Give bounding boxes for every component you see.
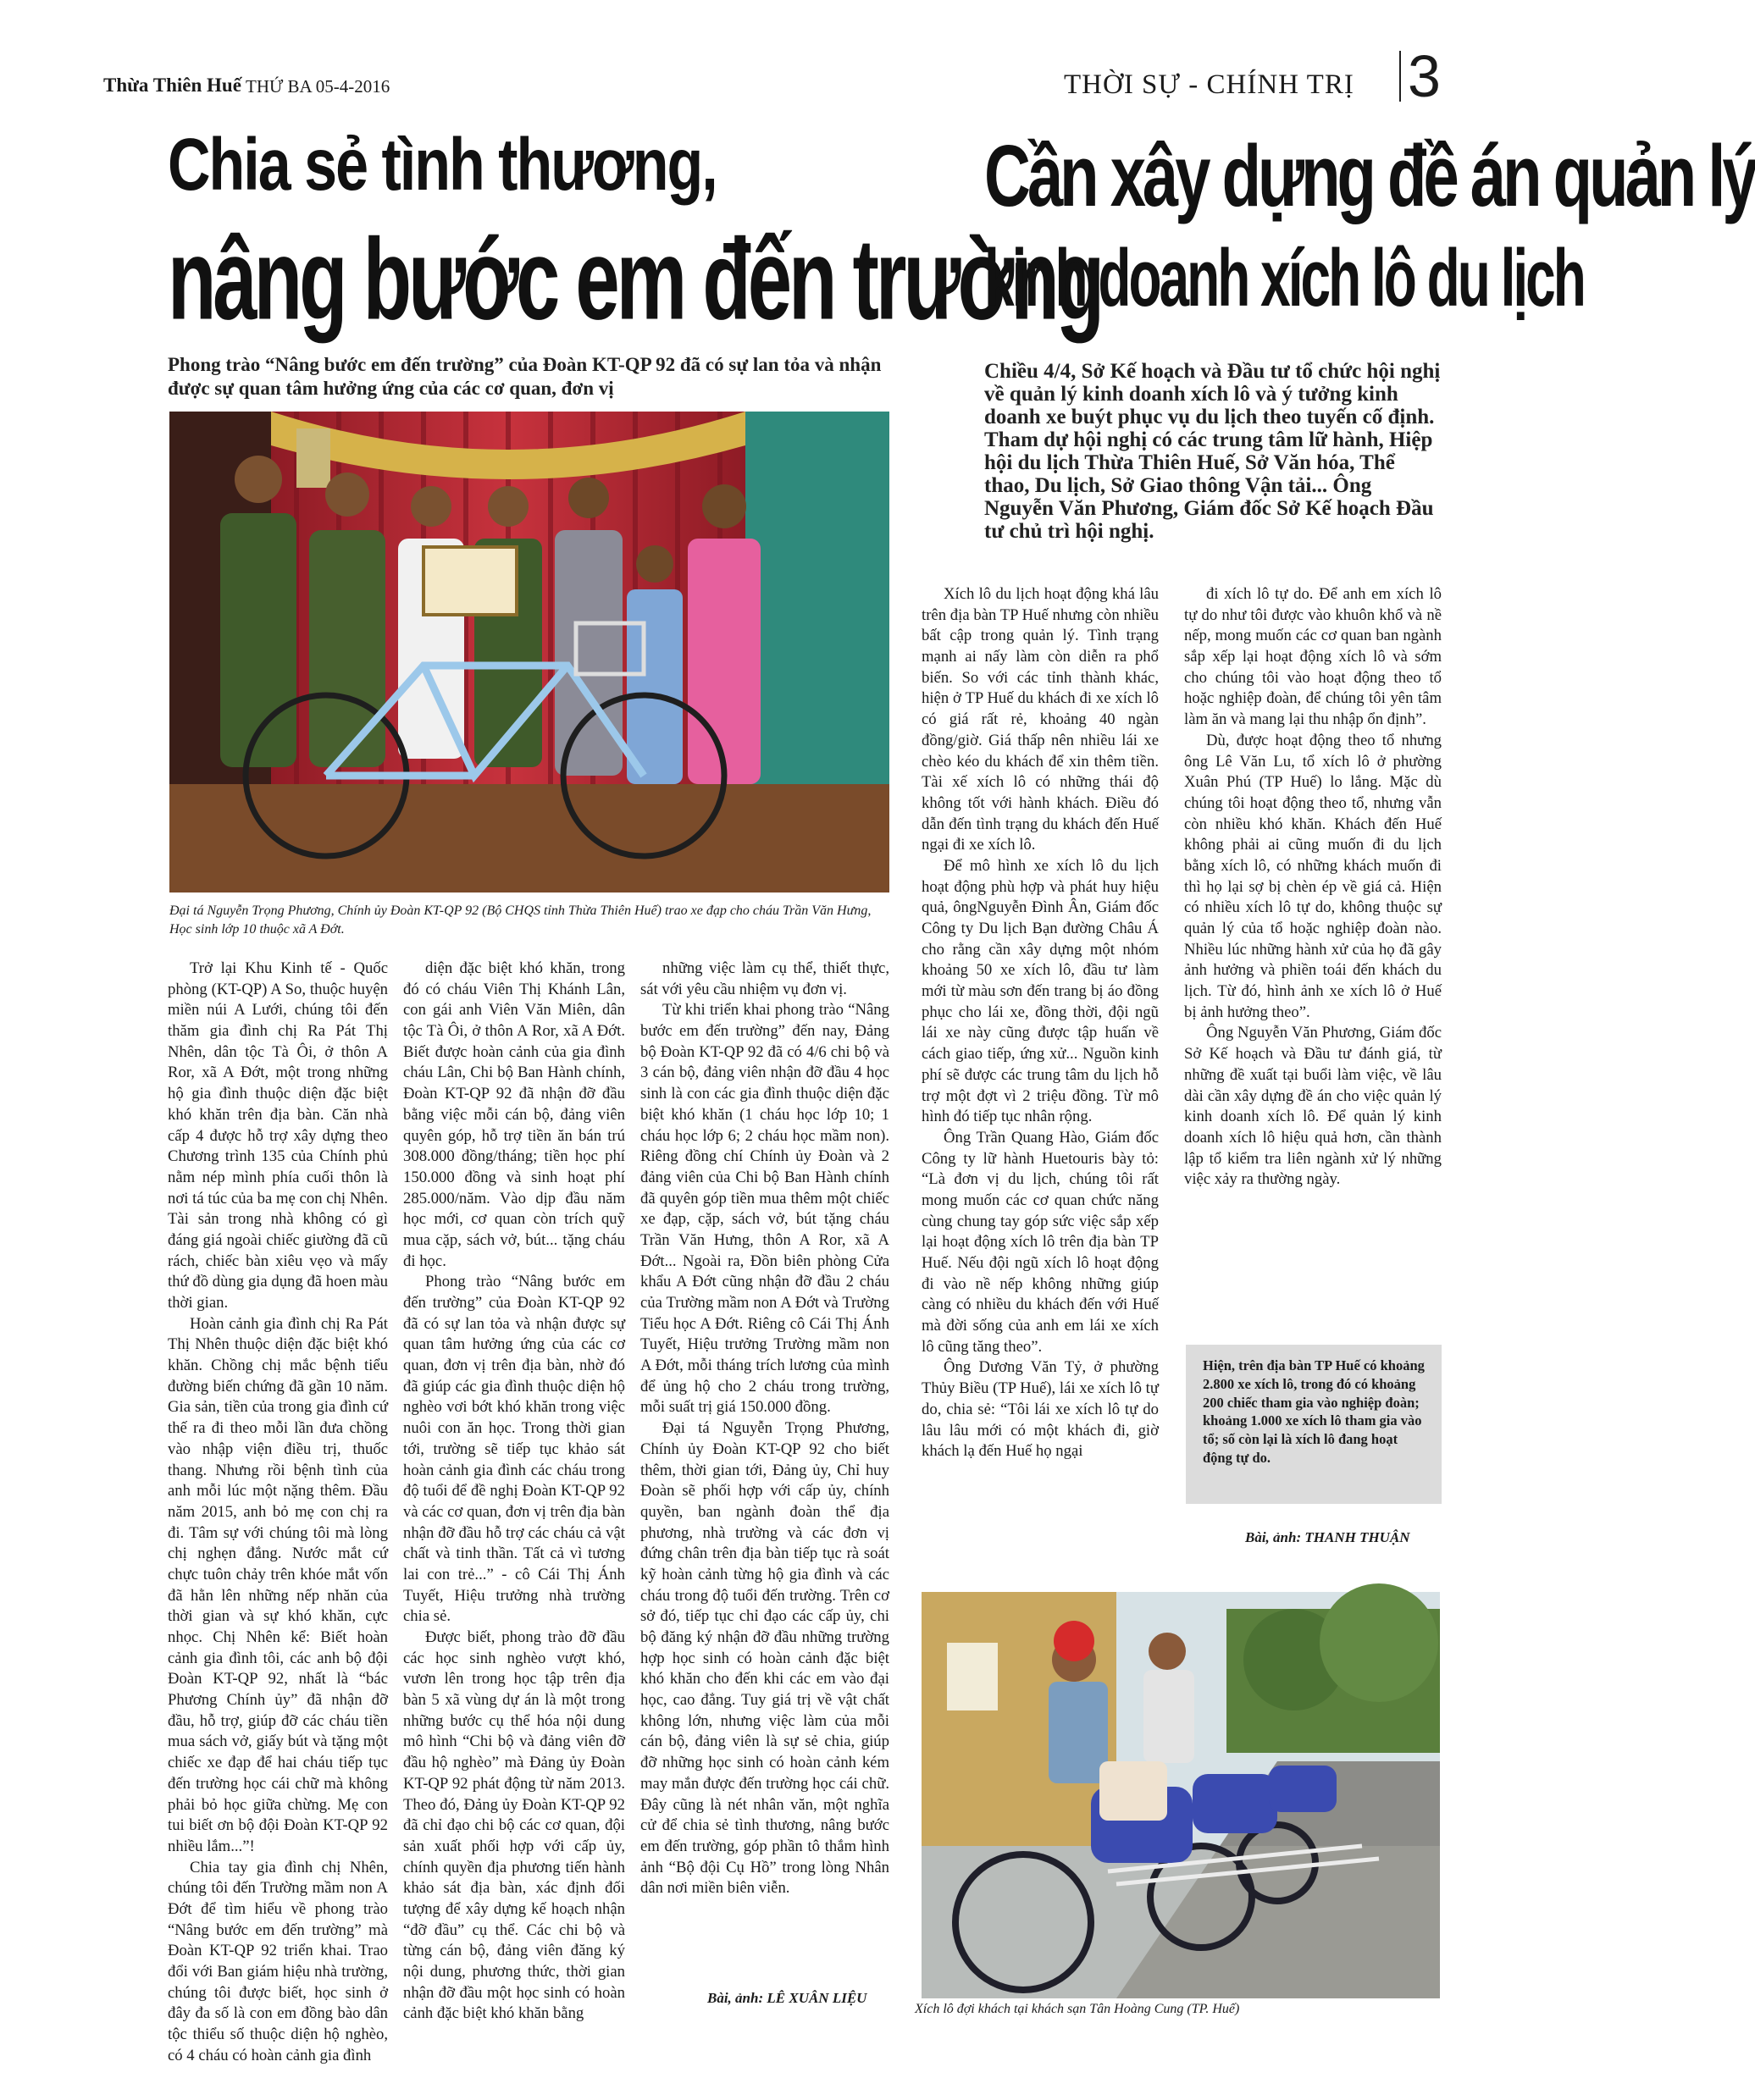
header-divider [1399, 51, 1401, 102]
article2-title-line1: Cần xây dựng đề án quản lý [984, 128, 1755, 225]
photo-bicycle-handover [169, 412, 889, 892]
article2-title-line2: kinh doanh xích lô du lịch [984, 232, 1584, 323]
photo-cyclos [922, 1592, 1440, 1998]
paragraph: diện đặc biệt khó khăn, trong đó có cháu Viên Thị Khánh Lân, con gái anh Viên Văn Miên, dân tộc Tà Ôi, ở thôn A Ror, xã A Đớt. Biết được hoàn cảnh của gia đình cháu Lân, Chi bộ Ban Hành chính, Đoàn KT-QP 92 đã nhận đỡ đầu bằng việc mỗi cán bộ, đảng viên quyên góp, hỗ trợ tiền ăn bán trú 308.000 đồng/tháng; tiền học phí 150.000 đồng và sinh hoạt phí 285.000/năm. Vào dịp đầu năm học mới, cơ quan còn trích quỹ mua cặp, sách vở, bút... tặng cháu đi học. [403, 959, 625, 1270]
paragraph: Xích lô du lịch hoạt động khá lâu trên địa bàn TP Huế nhưng còn nhiều bất cập trong quản lý. Tình trạng mạnh ai nấy làm còn diễn ra phổ biến. So với các tỉnh thành khác, hiện ở TP Huế du khách đi xe xích lô có giá rất rẻ, khoảng 40 ngàn đồng/giờ. Giá thấp nên nhiều lái xe chèo kéo du khách để xin thêm tiền. Tài xế xích lô có những thái độ không tốt với hành khách. Điều đó dẫn đến tình trạng du khách đến Huế ngại đi xe xích lô. [922, 585, 1159, 854]
paragraph: Đại tá Nguyễn Trọng Phương, Chính ủy Đoàn KT-QP 92 cho biết thêm, thời gian tới, Đảng ủy, Chỉ huy Đoàn sẽ phối hợp với cấp ủy, chính quyền, ban ngành đoàn thể địa phương, nhà trường và các đơn vị đứng chân trên địa bàn tiếp tục rà soát kỹ hoàn cảnh từng hộ gia đình và các cháu trong độ tuổi đến trường. Trên cơ sở đó, tiếp tục chỉ đạo các cấp ủy, chi bộ đăng ký nhận đỡ đầu những trường hợp học sinh có hoàn cảnh đặc biệt khó khăn cho đến khi các em vào đại học, cao đẳng. Tuy giá trị về vật chất không lớn, nhưng việc làm của mỗi cán bộ, đảng viên là sự sẻ chia, giúp đỡ những học sinh có hoàn cảnh kém may mắn được đến trường học cái chữ. Đây cũng là nét nhân văn, một nghĩa cử để chia sẻ tình thương, nâng bước em đến trường, góp phần tô thắm hình ảnh “Bộ đội Cụ Hồ” trong lòng Nhân dân nơi miền biên viễn. [640, 1419, 889, 1898]
info-box: Hiện, trên địa bàn TP Huế có khoảng 2.800 xe xích lô, trong đó có khoảng 200 chiếc tham gia vào nghiệp đoàn; khoảng 1.000 xe xích lô tham gia vào tổ; số còn lại là xích lô đang hoạt động tự do. [1186, 1345, 1442, 1504]
paragraph: những việc làm cụ thể, thiết thực, sát với yêu cầu nhiệm vụ đơn vị. [640, 959, 889, 998]
paragraph: Phong trào “Nâng bước em đến trường” của Đoàn KT-QP 92 đã có sự lan tỏa và nhận được sự quan tâm hưởng ứng của các cơ quan, đơn vị trên địa bàn, nhờ đó đã giúp các gia đình thuộc diện hộ nghèo vơi bớt khó khăn trong việc nuôi con ăn học. Trong thời gian tới, trường sẽ tiếp tục khảo sát hoàn cảnh gia đình các cháu trong độ tuổi để đề nghị Đoàn KT-QP 92 và các cơ quan, đơn vị trên địa bàn nhận đỡ đầu hỗ trợ các cháu cả vật chất và tinh thần. Tất cả vì tương lai con trẻ...” - cô Cái Thị Ánh Tuyết, Hiệu trưởng nhà trường chia sẻ. [403, 1273, 625, 1626]
issue-date: THỨ BA 05-4-2016 [246, 76, 390, 97]
paragraph: Ông Trần Quang Hào, Giám đốc Công ty lữ hành Huetouris bày tỏ: “Là đơn vị du lịch, chúng tôi rất mong muốn các cơ quan chức năng cùng chung tay góp sức việc sắp xếp lại hoạt động xích lô trên địa bàn TP Huế. Nếu đội ngũ xích lô hoạt động đi vào nề nếp không những giúp càng có nhiều du khách đến với Huế mà đời sống của anh em lái xe xích lô cũng tăng theo”. [922, 1128, 1159, 1356]
page-number: 3 [1408, 43, 1441, 109]
photo2-caption: Xích lô đợi khách tại khách sạn Tân Hoàng Cung (TP. Huế) [915, 2002, 1240, 2016]
paragraph: Từ khi triển khai phong trào “Nâng bước em đến trường” đến nay, Đảng bộ Đoàn KT-QP 92 đã có 4/6 chi bộ và 3 cán bộ, đảng viên nhận đỡ đầu 4 học sinh là con các gia đình thuộc diện đặc biệt khó khăn (1 cháu học lớp 10; 1 cháu học lớp 6; 2 cháu học mầm non). Riêng đồng chí Chính ủy Đoàn và 2 đảng viên của Chi bộ Ban Hành chính đã quyên góp tiền mua thêm một chiếc xe đạp, cặp, sách vở, bút tặng cháu Trần Văn Hưng, thôn A Ror, xã A Đớt... Ngoài ra, Đồn biên phòng Cửa khẩu A Đớt cũng nhận đỡ đầu 2 cháu của Trường mầm non A Đớt và Trường Tiểu học A Đớt. Riêng cô Cái Thị Ánh Tuyết, Hiệu trưởng Trường mầm non A Đớt, mỗi tháng trích lương của mình để ủng hộ cho 2 cháu trong trường, mỗi suất trị giá 150.000 đồng. [640, 1001, 889, 1417]
newspaper-name: Thừa Thiên Huế [103, 75, 241, 96]
paragraph: Chia tay gia đình chị Nhên, chúng tôi đến Trường mầm non A Đớt để tìm hiểu về phong trào “Nâng bước em đến trường” mà Đoàn KT-QP 92 triển khai. Trao đổi với Ban giám hiệu nhà trường, chúng tôi được biết, học sinh ở đây đa số là con em đồng bào dân tộc thiểu số thuộc diện hộ nghèo, có 4 cháu có hoàn cảnh gia đình [168, 1858, 388, 2064]
paragraph: Trở lại Khu Kinh tế - Quốc phòng (KT-QP) A So, thuộc huyện miền núi A Lưới, chúng tôi đến thăm gia đình chị Ra Pát Thị Nhên, dân tộc Tà Ôi, ở thôn A Ror, xã A Đớt, một trong những hộ gia đình thuộc diện đặc biệt khó khăn trên địa bàn. Căn nhà cấp 4 được hỗ trợ xây dựng theo Chương trình 135 của Chính phủ nằm nép mình phía cuối thôn là nơi tá túc của ba mẹ con chị Nhên. Tài sản trong nhà không có gì đáng giá ngoài chiếc giường đã cũ rách, chiếc bàn xiêu vẹo và mấy thứ đồ dùng gia dụng đã hoen màu thời gian. [168, 959, 388, 1312]
article1-column-2 [403, 959, 625, 2025]
article1-title-line2: nâng bước em đến trường [168, 214, 1102, 344]
paragraph: Được biết, phong trào đỡ đầu các học sinh nghèo vượt khó, vươn lên trong học tập trên địa bàn 5 xã vùng dự án là một trong những bước cụ thể hóa nội dung mô hình “Chi bộ và đảng viên đỡ đầu hộ nghèo” mà Đảng ủy Đoàn KT-QP 92 phát động từ năm 2013. Theo đó, Đảng ủy Đoàn KT-QP 92 đã chỉ đạo chi bộ các cơ quan, đội sản xuất phối hợp với cấp ủy, chính quyền địa phương tiến hành khảo sát địa bàn, xác định đối tượng để xây dựng kế hoạch nhận “đỡ đầu” cụ thể. Các chi bộ và từng cán bộ, đảng viên đăng ký nội dung, phương thức, thời gian nhận đỡ đầu một học sinh có hoàn cảnh đặc biệt khó khăn bằng [403, 1628, 625, 2023]
paragraph: Ông Dương Văn Tỷ, ở phường Thủy Biều (TP Huế), lái xe xích lô tự do, chia sẻ: “Tôi lái xe xích lô tự do lâu lâu mới có một khách đi, giờ khách lạ đến Huế họ ngại [922, 1358, 1159, 1461]
section-title: THỜI SỰ - CHÍNH TRỊ [1064, 69, 1354, 100]
article1-column-1 [168, 959, 388, 2066]
article2-sapo: Chiều 4/4, Sở Kế hoạch và Đầu tư tổ chức hội nghị về quản lý kinh doanh xích lô và ý tưởng kinh doanh xe buýt phục vụ du lịch theo tuyến cố định. Tham dự hội nghị có các trung tâm lữ hành, Hiệp hội du lịch Thừa Thiên Huế, Sở Văn hóa, Thể thao, Du lịch, Sở Giao thông Vận tải... Ông Nguyễn Văn Phương, Giám đốc Sở Kế hoạch Đầu tư chủ trì hội nghị. [984, 360, 1441, 543]
paragraph: Dù, được hoạt động theo tổ nhưng ông Lê Văn Lu, tổ xích lô ở phường Xuân Phú (TP Huế) lo lắng. Mặc dù chúng tôi hoạt động theo tổ, nhưng vẫn còn nhiều khó khăn. Khách đến Huế không phải ai cũng muốn đi du lịch bằng xích lô, có những khách muốn đi thì họ lại sợ bị chèn ép về giá cả. Hiện có nhiều xích lô tự do, không thuộc sự quản lý của tổ hoặc nghiệp đoàn nào. Nhiều lúc những hành xử của họ đã gây ảnh hưởng và phiền toái đến khách du lịch. Từ đó, hình ảnh xe xích lô ở Huế bị ảnh hưởng theo”. [1184, 731, 1442, 1021]
article2-column-2 [1184, 584, 1442, 1191]
article2-column-1 [922, 584, 1159, 1462]
article1-byline: Bài, ảnh: LÊ XUÂN LIỆU [707, 1990, 867, 2006]
photo1-caption: Đại tá Nguyễn Trọng Phương, Chính ủy Đoàn KT-QP 92 (Bộ CHQS tỉnh Thừa Thiên Huế) trao xe đạp cho cháu Trần Văn Hưng, Học sinh lớp 10 thuộc xã A Đớt. [169, 904, 872, 937]
paragraph: Ông Nguyễn Văn Phương, Giám đốc Sở Kế hoạch và Đầu tư đánh giá, từ những đề xuất tại buổi làm việc, về lâu dài cần xây dựng đề án cho việc quản lý kinh doanh xích lô. Để quản lý kinh doanh xích lô hiệu quả hơn, cần thành lập tổ kiểm tra liên ngành xử lý những việc xảy ra thường ngày. [1184, 1024, 1442, 1189]
article1-sapo: Phong trào “Nâng bước em đến trường” của Đoàn KT-QP 92 đã có sự lan tỏa và nhận được sự quan tâm hưởng ứng của các cơ quan, đơn vị [168, 354, 882, 399]
paragraph: Hoàn cảnh gia đình chị Ra Pát Thị Nhên thuộc diện đặc biệt khó khăn. Chồng chị mắc bệnh tiểu đường biến chứng đã gần 10 năm. Gia sản, tiền của trong gia đình cứ thế ra đi theo mỗi lần đưa chồng vào nhập viện điều trị, thuốc thang. Nhưng rồi bệnh tình của anh mỗi lúc một nặng thêm. Đầu năm 2015, anh bỏ mẹ con chị ra đi. Tâm sự với chúng tôi mà lòng chị nghẹn đắng. Nước mắt cứ chực tuôn chảy trên khóe mắt vốn đã hằn lên những nếp nhăn của thời gian và sự khó khăn, cực nhọc. Chị Nhên kể: Biết hoàn cảnh gia đình tôi, các anh bộ đội Đoàn KT-QP 92, nhất là “bác Phương Chính ủy” đã nhận đỡ đầu, hỗ trợ, giúp đỡ các cháu tiền mua sách vở, giấy bút và tặng một chiếc xe đạp để hai cháu tiếp tục đến trường học cái chữ mà không phải bỏ học giữa chừng. Mẹ con tui biết ơn bộ đội Đoàn KT-QP 92 nhiều lắm...”! [168, 1314, 388, 1855]
paragraph: đi xích lô tự do. Để anh em xích lô tự do như tôi được vào khuôn khổ và nề nếp, mong muốn các cơ quan ban ngành sắp xếp lại hoạt động xích lô và sớm cho chúng tôi vào hoạt động theo tổ hoặc nghiệp đoàn, để chúng tôi yên tâm làm ăn và mang lại thu nhập ổn định”. [1184, 585, 1442, 729]
article2-byline: Bài, ảnh: THANH THUẬN [1245, 1529, 1410, 1545]
article1-column-3 [640, 959, 889, 1899]
article1-title-line1: Chia sẻ tình thương, [168, 123, 717, 206]
paragraph: Để mô hình xe xích lô du lịch hoạt động phù hợp và phát huy hiệu quả, ôngNguyễn Đình Ân, Giám đốc Công ty Du lịch Bạn đường Châu Á cho rằng cần xây dựng một nhóm khoảng 50 xe xích lô, đầu tư làm mới từ màu sơn đến trang bị áo đồng phục cho lái xe, đồng thời, đội ngũ lái xe này cũng được tập huấn về cách giao tiếp, ứng xử... Nguồn kinh phí sẽ được các trung tâm du lịch hỗ trợ một đợt vì 2 triệu đồng. Từ mô hình đó tiếp tục nhân rộng. [922, 856, 1159, 1126]
